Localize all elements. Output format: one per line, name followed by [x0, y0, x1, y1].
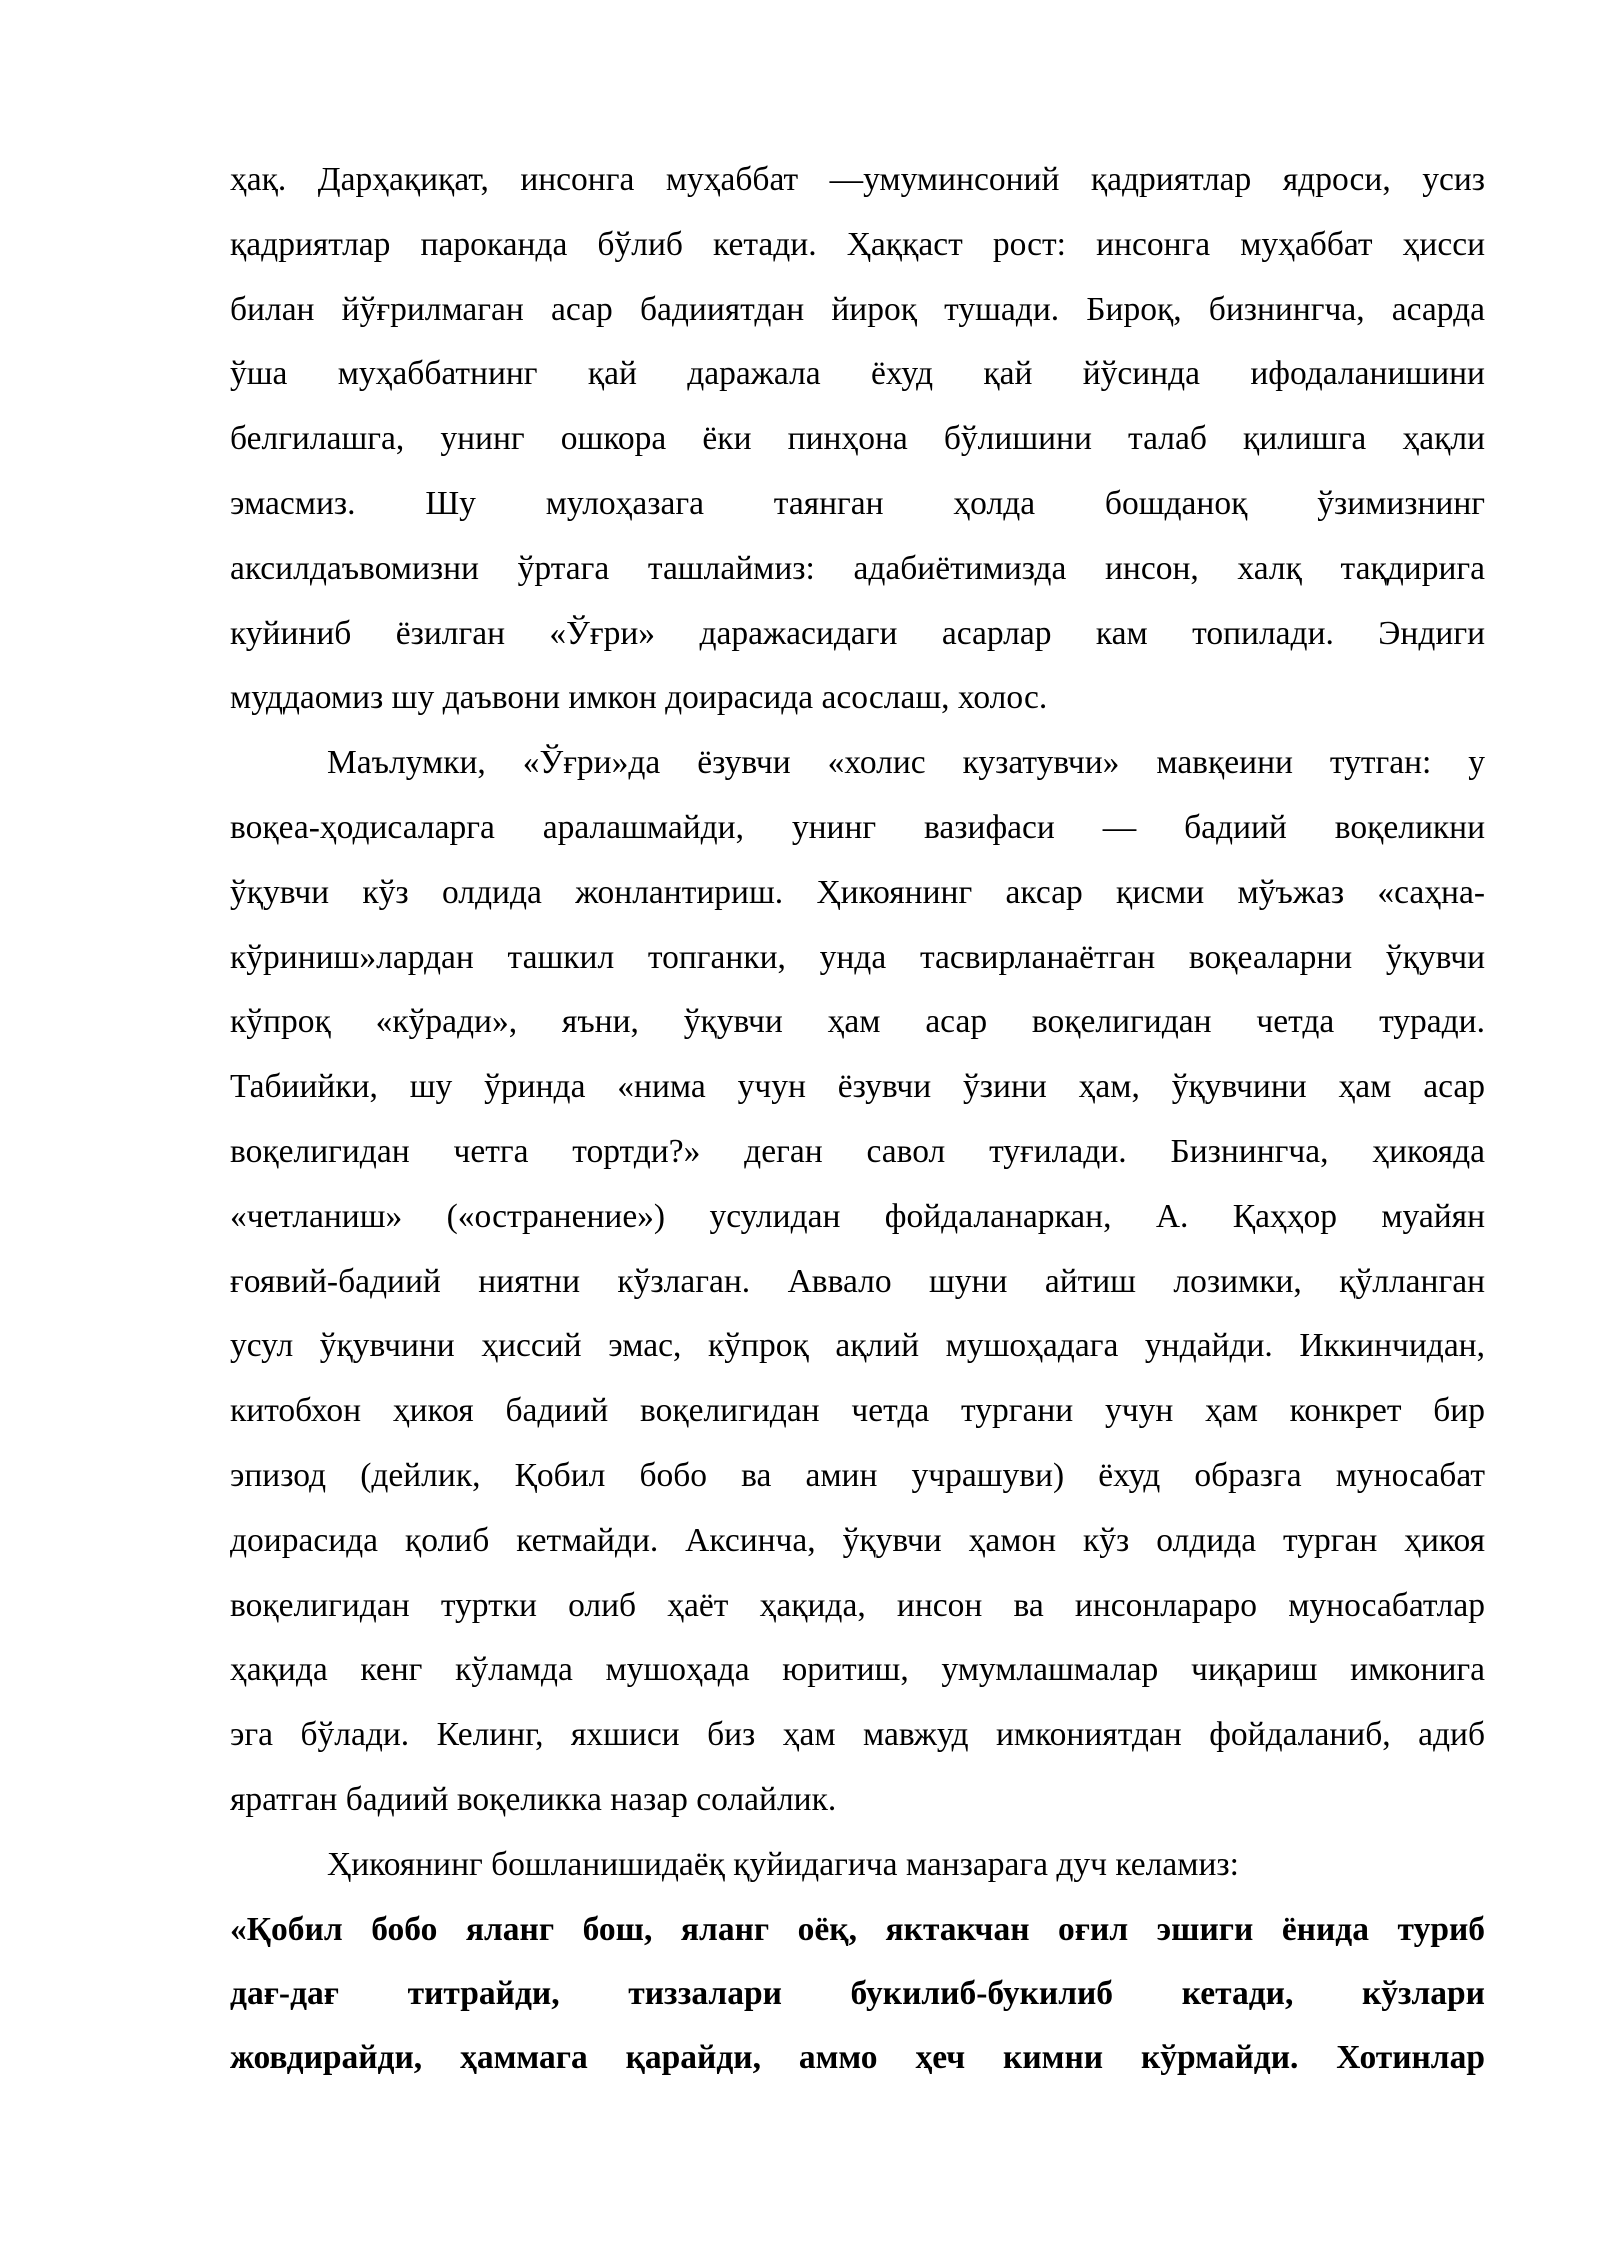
text-line: «Қобил бобо яланг бош, яланг оёқ, яктакчан оғил эшиги ёнида туриб: [230, 1910, 1485, 1948]
text-line: эга бўлади. Келинг, яхшиси биз ҳам мавжуд имкониятдан фойдаланиб, адиб: [230, 1716, 1485, 1754]
text-line: билан йўғрилмаган асар бадииятдан йироқ тушади. Бироқ, бизнингча, асарда: [230, 290, 1485, 328]
text-line: ўқувчи кўз олдида жонлантириш. Ҳикоянинг аксар қисми мўъжаз «саҳна-: [230, 873, 1485, 911]
text-line: муддаомиз шу даъвони имкон доирасида асослаш, холос.: [230, 679, 1048, 717]
text-line: усул ўқувчини ҳиссий эмас, кўпроқ ақлий мушоҳадага ундайди. Иккинчидан,: [230, 1327, 1485, 1365]
text-line: ҳақида кенг кўламда мушоҳада юритиш, умумлашмалар чиқариш имконига: [230, 1651, 1485, 1689]
text-line: эпизод (дейлик, Қобил бобо ва амин учрашуви) ёхуд образга муносабат: [230, 1456, 1485, 1494]
text-line: воқеа-ҳодисаларга аралашмайди, унинг вазифаси — бадиий воқеликни: [230, 808, 1485, 846]
text-line: воқелигидан четга тортди?» деган савол туғилади. Бизнингча, ҳикояда: [230, 1132, 1485, 1170]
text-line: китобхон ҳикоя бадиий воқелигидан четда тургани учун ҳам конкрет бир: [230, 1392, 1485, 1430]
text-line: ўша муҳаббатнинг қай даражала ёхуд қай йўсинда ифодаланишини: [230, 355, 1485, 393]
text-line: дағ-дағ титрайди, тиззалари букилиб-букилиб кетади, кўзлари: [230, 1974, 1485, 2012]
text-line: Ҳикоянинг бошланишидаёқ қуйидагича манзарага дуч келамиз:: [327, 1845, 1239, 1883]
text-line: «четланиш» («остранение») усулидан фойдаланаркан, А. Қаҳҳор муайян: [230, 1197, 1485, 1235]
text-line: қадриятлар пароканда бўлиб кетади. Ҳаққаст рост: инсонга муҳаббат ҳисси: [230, 225, 1485, 263]
text-line: эмасмиз. Шу мулоҳазага таянган ҳолда бошданоқ ўзимизнинг: [230, 484, 1485, 522]
text-line: куйиниб ёзилган «Ўғри» даражасидаги асарлар кам топилади. Эндиги: [230, 614, 1485, 652]
text-line: Табиийки, шу ўринда «нима учун ёзувчи ўзини ҳам, ўқувчини ҳам асар: [230, 1068, 1485, 1106]
paragraph-p4: [230, 1898, 1485, 2091]
text-line: кўпроқ «кўради», яъни, ўқувчи ҳам асар воқелигидан четда туради.: [230, 1003, 1485, 1041]
text-line: аксилдаъвомизни ўртага ташлаймиз: адабиётимизда инсон, халқ тақдирига: [230, 549, 1485, 587]
text-line: белгилашга, унинг ошкора ёки пинҳона бўлишини талаб қилишга ҳақли: [230, 420, 1485, 458]
paragraph-p3: [230, 1833, 1485, 1898]
text-line: яратган бадиий воқеликка назар солайлик.: [230, 1780, 837, 1818]
paragraph-p2: [230, 731, 1485, 1833]
body-text: [230, 148, 1485, 2091]
text-line: жовдирайди, ҳаммага қарайди, аммо ҳеч кимни кўрмайди. Хотинлар: [230, 2039, 1485, 2077]
text-line: Маълумки, «Ўғри»да ёзувчи «холис кузатувчи» мавқеини тутган: у: [327, 744, 1485, 782]
paragraph-p1: [230, 148, 1485, 731]
text-line: воқелигидан туртки олиб ҳаёт ҳақида, инсон ва инсонлараро муносабатлар: [230, 1586, 1485, 1624]
text-line: ғоявий-бадиий ниятни кўзлаган. Аввало шуни айтиш лозимки, қўлланган: [230, 1262, 1485, 1300]
text-line: ҳақ. Дарҳақиқат, инсонга муҳаббат —умуминсоний қадриятлар ядроси, усиз: [230, 161, 1485, 198]
text-line: доирасида қолиб кетмайди. Аксинча, ўқувчи ҳамон кўз олдида турган ҳикоя: [230, 1521, 1485, 1559]
text-line: кўриниш»лардан ташкил топганки, унда тасвирланаётган воқеаларни ўқувчи: [230, 938, 1485, 976]
